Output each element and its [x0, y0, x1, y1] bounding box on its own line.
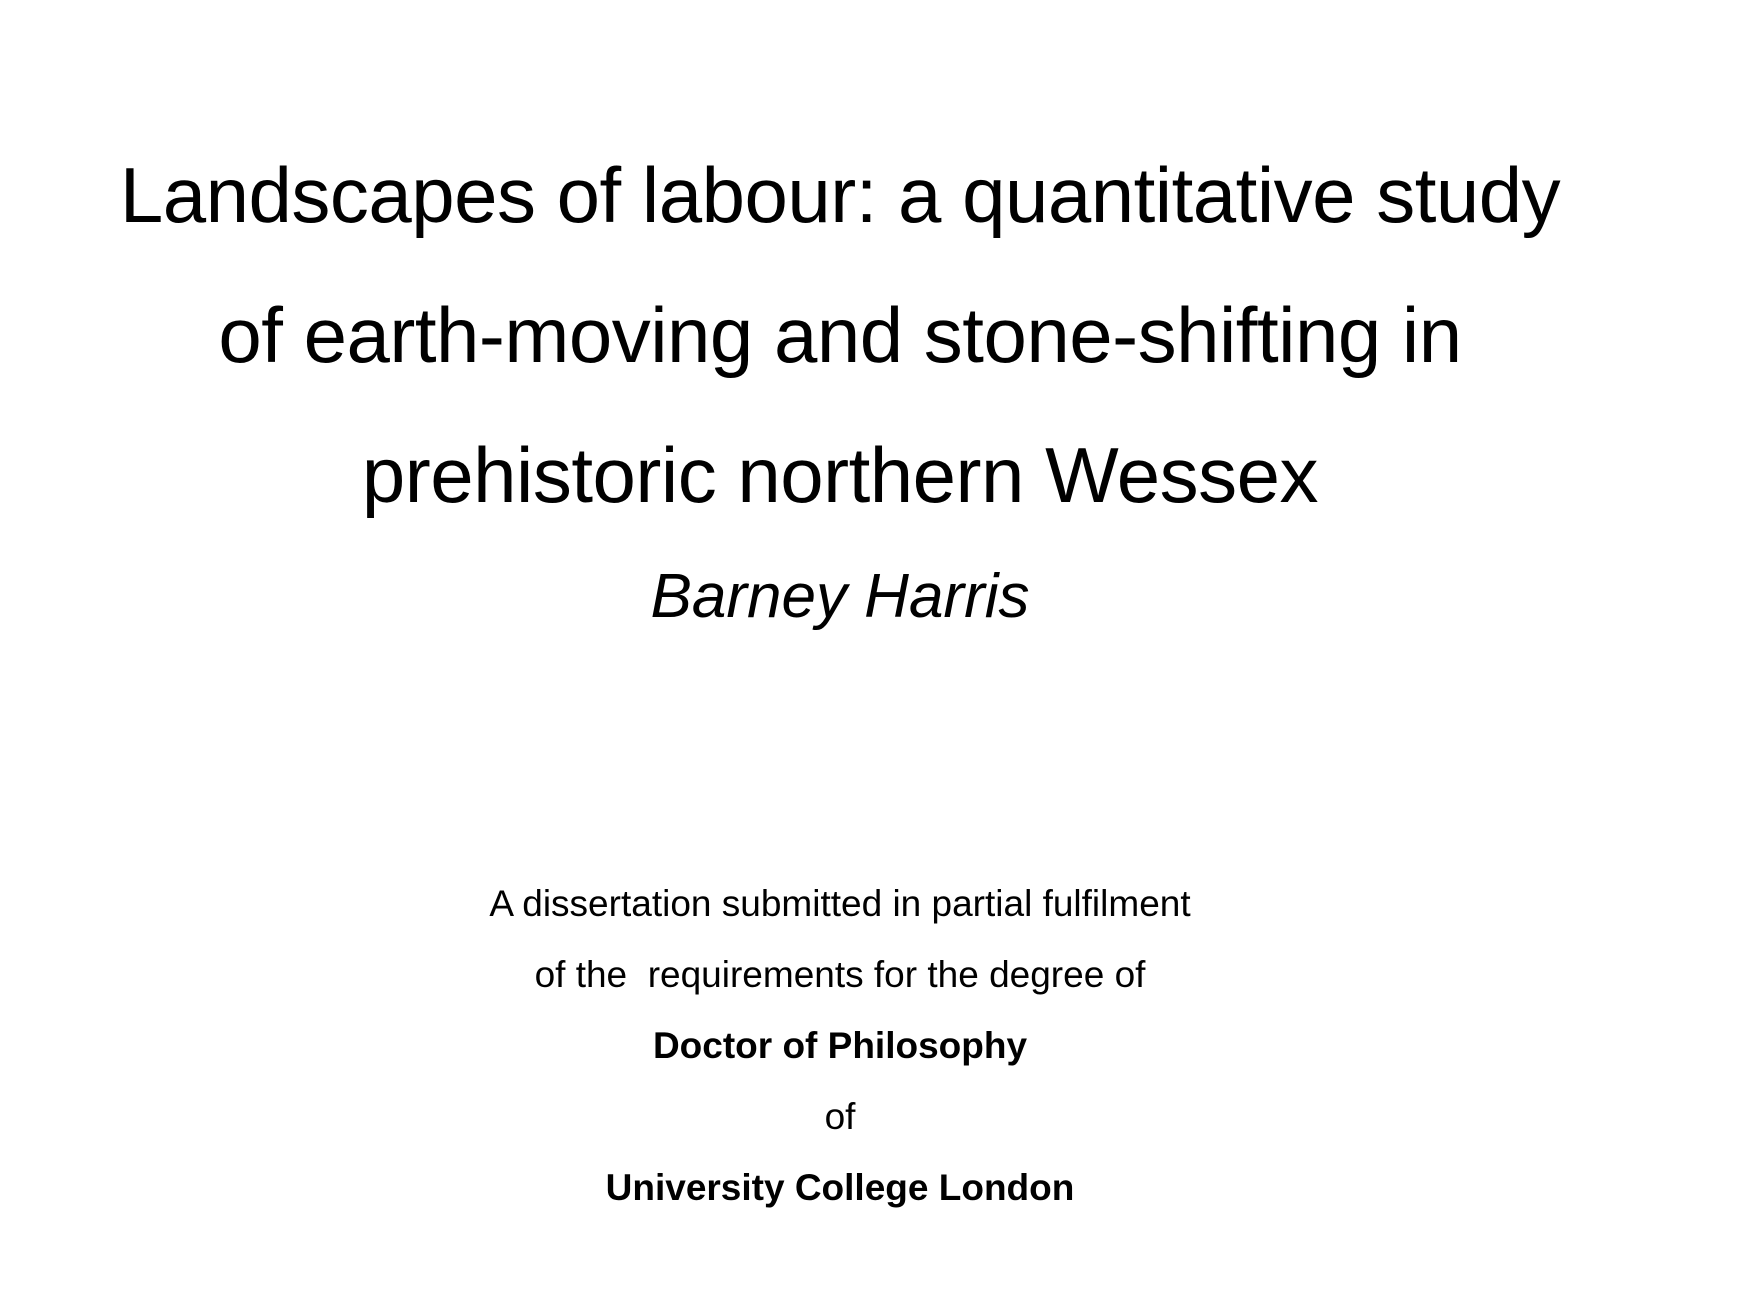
thesis-title-line-1: Landscapes of labour: a quantitative study — [119, 151, 1561, 239]
author-name: Barney Harris — [650, 562, 1030, 631]
statement-line-2: of the requirements for the degree of — [534, 954, 1146, 995]
thesis-title-line-3: prehistoric northern Wessex — [361, 431, 1319, 519]
thesis-title-line-2: of earth-moving and stone-shifting in — [218, 291, 1462, 379]
thesis-title — [0, 125, 1680, 545]
statement-line-1: A dissertation submitted in partial fulfilment — [489, 883, 1191, 924]
degree-name: Doctor of Philosophy — [652, 1025, 1028, 1066]
institution-name: University College London — [605, 1167, 1075, 1208]
submission-statement — [0, 868, 1680, 1223]
statement-of: of — [824, 1096, 856, 1137]
